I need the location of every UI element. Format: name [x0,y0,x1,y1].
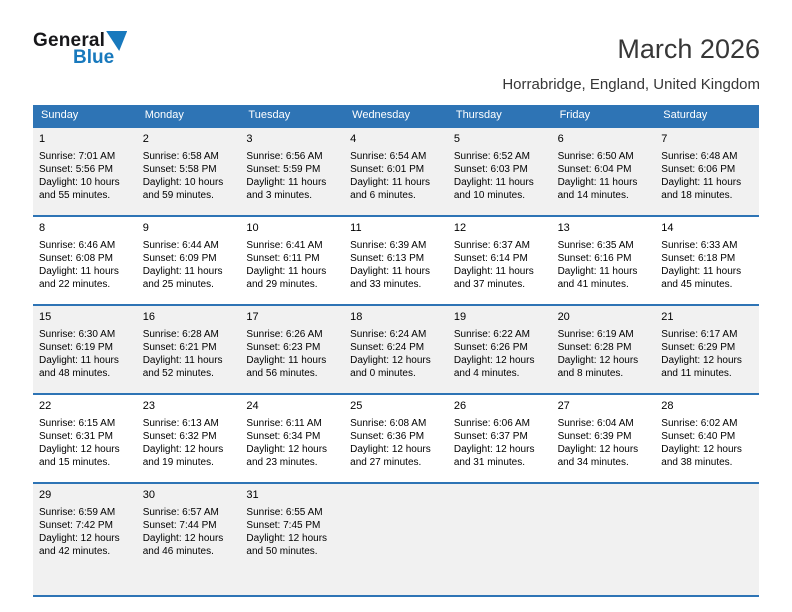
sunset-text: Sunset: 6:29 PM [661,342,736,353]
sunrise-text: Sunrise: 6:57 AM [142,507,219,518]
daylight-text-line2: and 27 minutes. [350,457,422,468]
daylight-text-line1: Daylight: 11 hours [142,355,223,366]
day-cell-11 [344,217,448,304]
day-number: 25 [350,400,363,412]
day-cell-12 [448,217,552,304]
daylight-text-line2: and 19 minutes. [142,457,214,468]
sunrise-text: Sunrise: 6:39 AM [350,240,427,251]
daylight-text-line1: Daylight: 12 hours [557,355,639,366]
sunrise-text: Sunrise: 6:58 AM [142,151,219,162]
day-cell-17 [240,306,344,393]
sunrise-text: Sunrise: 6:41 AM [246,240,323,251]
day-cell-28 [655,395,759,482]
day-number: 10 [246,222,259,234]
daylight-text-line2: and 3 minutes. [246,190,313,201]
sunrise-text: Sunrise: 6:17 AM [661,329,738,340]
sunrise-text: Sunrise: 6:28 AM [142,329,219,340]
sunrise-text: Sunrise: 6:06 AM [453,418,530,429]
logo-text-general: General [33,30,106,51]
day-cell-16 [137,306,241,393]
sunset-text: Sunset: 6:09 PM [142,253,217,264]
day-cell-19 [448,306,552,393]
sunset-text: Sunset: 5:58 PM [142,164,217,175]
daylight-text-line1: Daylight: 11 hours [39,266,119,277]
day-cell-20 [552,306,656,393]
day-number: 5 [453,133,460,145]
daylight-text-line1: Daylight: 11 hours [39,355,119,366]
daylight-text-line2: and 11 minutes. [661,368,732,379]
daylight-text-line2: and 33 minutes. [350,279,422,290]
logo-text-blue: Blue [73,47,115,68]
sunset-text: Sunset: 6:26 PM [453,342,528,353]
sunset-text: Sunset: 6:18 PM [661,253,736,264]
sunrise-text: Sunrise: 6:30 AM [39,329,116,340]
sunset-text: Sunset: 6:24 PM [350,342,425,353]
day-number: 30 [142,489,155,501]
week-row-4 [33,393,759,482]
day-cell-7 [655,128,759,215]
day-cell-empty [448,484,552,595]
sunrise-text: Sunrise: 6:46 AM [39,240,116,251]
sunrise-text: Sunrise: 6:33 AM [661,240,738,251]
daylight-text-line1: Daylight: 12 hours [142,444,224,455]
daylight-text-line1: Daylight: 12 hours [39,533,120,544]
day-number: 14 [661,222,674,234]
daylight-text-line2: and 46 minutes. [142,546,214,557]
day-cell-8 [33,217,137,304]
day-number: 7 [661,133,668,145]
day-cell-24 [240,395,344,482]
sunrise-text: Sunrise: 6:35 AM [557,240,634,251]
day-cell-29 [33,484,137,595]
daylight-text-line1: Daylight: 11 hours [453,177,534,188]
sunrise-text: Sunrise: 6:37 AM [453,240,530,251]
daylight-text-line2: and 25 minutes. [142,279,214,290]
week-row-2 [33,215,759,304]
weekday-header-friday: Friday [559,109,591,121]
sunset-text: Sunset: 6:40 PM [661,431,736,442]
sunset-text: Sunset: 6:31 PM [39,431,113,442]
daylight-text-line1: Daylight: 11 hours [142,266,223,277]
day-number: 20 [557,311,570,323]
daylight-text-line1: Daylight: 10 hours [39,177,120,188]
daylight-text-line1: Daylight: 12 hours [246,444,328,455]
day-cell-2 [137,128,241,215]
daylight-text-line1: Daylight: 11 hours [246,355,327,366]
day-number: 13 [557,222,570,234]
day-cell-31 [240,484,344,595]
weeks-container [33,126,759,597]
daylight-text-line2: and 22 minutes. [39,279,111,290]
sunrise-text: Sunrise: 7:01 AM [39,151,116,162]
daylight-text-line1: Daylight: 11 hours [350,177,430,188]
sunset-text: Sunset: 6:13 PM [350,253,425,264]
daylight-text-line1: Daylight: 12 hours [557,444,639,455]
sunset-text: Sunset: 6:03 PM [453,164,528,175]
sunset-text: Sunset: 6:37 PM [453,431,528,442]
sunset-text: Sunset: 6:19 PM [39,342,113,353]
sunset-text: Sunset: 6:16 PM [557,253,632,264]
sunset-text: Sunset: 5:56 PM [39,164,113,175]
daylight-text-line2: and 31 minutes. [453,457,526,468]
daylight-text-line2: and 29 minutes. [246,279,318,290]
daylight-text-line2: and 41 minutes. [557,279,629,290]
daylight-text-line2: and 59 minutes. [142,190,214,201]
sunrise-text: Sunrise: 6:44 AM [142,240,219,251]
day-number: 15 [39,311,52,323]
daylight-text-line1: Daylight: 12 hours [246,533,328,544]
sunrise-text: Sunrise: 6:50 AM [557,151,634,162]
day-number: 18 [350,311,363,323]
sunrise-text: Sunrise: 6:52 AM [453,151,530,162]
daylight-text-line2: and 42 minutes. [39,546,111,557]
daylight-text-line2: and 4 minutes. [453,368,520,379]
day-cell-21 [655,306,759,393]
week-row-1 [33,126,759,215]
daylight-text-line1: Daylight: 10 hours [142,177,224,188]
day-number: 23 [142,400,155,412]
daylight-text-line1: Daylight: 11 hours [453,266,534,277]
sunrise-text: Sunrise: 6:13 AM [142,418,219,429]
month-title: March 2026 [617,34,760,64]
day-cell-3 [240,128,344,215]
sunrise-text: Sunrise: 6:56 AM [246,151,323,162]
weekday-header-thursday: Thursday [455,109,502,121]
calendar-table [33,105,759,597]
day-cell-1 [33,128,137,215]
sunrise-text: Sunrise: 6:04 AM [557,418,634,429]
day-cell-27 [552,395,656,482]
day-number: 24 [246,400,259,412]
sunset-text: Sunset: 7:44 PM [142,520,217,531]
sunrise-text: Sunrise: 6:11 AM [246,418,322,429]
sunset-text: Sunset: 6:11 PM [246,253,320,264]
daylight-text-line1: Daylight: 11 hours [350,266,430,277]
sunset-text: Sunset: 5:59 PM [246,164,321,175]
day-cell-15 [33,306,137,393]
sunset-text: Sunset: 6:28 PM [557,342,632,353]
daylight-text-line1: Daylight: 12 hours [350,355,431,366]
sunset-text: Sunset: 7:45 PM [246,520,321,531]
sunset-text: Sunset: 6:21 PM [142,342,217,353]
daylight-text-line2: and 23 minutes. [246,457,318,468]
week-row-3 [33,304,759,393]
day-cell-empty [552,484,656,595]
sunrise-text: Sunrise: 6:59 AM [39,507,116,518]
daylight-text-line2: and 15 minutes. [39,457,111,468]
sunset-text: Sunset: 6:39 PM [557,431,632,442]
daylight-text-line1: Daylight: 11 hours [557,177,638,188]
daylight-text-line2: and 38 minutes. [661,457,733,468]
sunrise-text: Sunrise: 6:15 AM [39,418,116,429]
daylight-text-line2: and 8 minutes. [557,368,624,379]
weekday-header-tuesday: Tuesday [248,109,291,121]
daylight-text-line2: and 45 minutes. [661,279,733,290]
day-number: 31 [246,489,259,501]
daylight-text-line2: and 56 minutes. [246,368,318,379]
day-number: 26 [453,400,467,412]
daylight-text-line1: Daylight: 12 hours [661,444,742,455]
day-cell-14 [655,217,759,304]
sunset-text: Sunset: 6:23 PM [246,342,321,353]
day-number: 4 [350,133,357,145]
location-subtitle: Horrabridge, England, United Kingdom [502,76,760,93]
sunrise-text: Sunrise: 6:08 AM [350,418,427,429]
day-cell-18 [344,306,448,393]
day-cell-25 [344,395,448,482]
day-cell-empty [655,484,759,595]
sunset-text: Sunset: 6:32 PM [142,431,217,442]
day-cell-30 [137,484,241,595]
sunrise-text: Sunrise: 6:22 AM [453,329,530,340]
daylight-text-line1: Daylight: 12 hours [350,444,431,455]
daylight-text-line2: and 6 minutes. [350,190,416,201]
day-number: 28 [661,400,674,412]
daylight-text-line1: Daylight: 12 hours [453,355,535,366]
day-number: 29 [39,489,52,501]
general-blue-logo [33,30,127,69]
day-number: 16 [142,311,155,323]
weekday-header-sunday: Sunday [41,109,79,121]
daylight-text-line1: Daylight: 12 hours [142,533,224,544]
day-cell-empty [344,484,448,595]
daylight-text-line2: and 37 minutes. [453,279,526,290]
weekday-header-row [33,105,759,126]
sunset-text: Sunset: 6:36 PM [350,431,425,442]
day-number: 12 [453,222,467,234]
daylight-text-line1: Daylight: 12 hours [39,444,120,455]
day-number: 6 [557,133,564,145]
day-number: 19 [453,311,467,323]
week-row-5 [33,482,759,597]
day-cell-4 [344,128,448,215]
daylight-text-line2: and 55 minutes. [39,190,111,201]
daylight-text-line2: and 52 minutes. [142,368,214,379]
sunset-text: Sunset: 6:08 PM [39,253,113,264]
sunrise-text: Sunrise: 6:48 AM [661,151,738,162]
daylight-text-line2: and 0 minutes. [350,368,416,379]
sunrise-text: Sunrise: 6:55 AM [246,507,323,518]
daylight-text-line2: and 14 minutes. [557,190,629,201]
sunrise-text: Sunrise: 6:24 AM [350,329,427,340]
day-number: 11 [350,222,362,234]
day-cell-6 [552,128,656,215]
day-number: 22 [39,400,52,412]
day-number: 17 [246,311,259,323]
sunset-text: Sunset: 7:42 PM [39,520,113,531]
weekday-header-saturday: Saturday [663,109,708,121]
daylight-text-line2: and 50 minutes. [246,546,318,557]
day-number: 27 [557,400,570,412]
weekday-header-monday: Monday [144,109,184,121]
daylight-text-line1: Daylight: 12 hours [453,444,535,455]
daylight-text-line2: and 18 minutes. [661,190,733,201]
day-cell-26 [448,395,552,482]
day-number: 1 [39,133,46,145]
daylight-text-line1: Daylight: 11 hours [246,266,327,277]
sunrise-text: Sunrise: 6:26 AM [246,329,323,340]
sunset-text: Sunset: 6:04 PM [557,164,632,175]
day-cell-22 [33,395,137,482]
sunset-text: Sunset: 6:01 PM [350,164,425,175]
daylight-text-line1: Daylight: 11 hours [661,177,742,188]
sunrise-text: Sunrise: 6:19 AM [557,329,634,340]
day-number: 9 [142,222,149,234]
day-number: 8 [39,222,46,234]
sunset-text: Sunset: 6:14 PM [453,253,528,264]
day-cell-10 [240,217,344,304]
daylight-text-line2: and 34 minutes. [557,457,629,468]
day-number: 3 [246,133,253,145]
sunrise-text: Sunrise: 6:02 AM [661,418,738,429]
day-number: 2 [142,133,149,145]
sunset-text: Sunset: 6:06 PM [661,164,736,175]
daylight-text-line2: and 48 minutes. [39,368,111,379]
weekday-header-wednesday: Wednesday [352,109,411,121]
daylight-text-line1: Daylight: 11 hours [246,177,327,188]
day-cell-9 [137,217,241,304]
sunrise-text: Sunrise: 6:54 AM [350,151,427,162]
daylight-text-line2: and 10 minutes. [453,190,526,201]
day-cell-23 [137,395,241,482]
sunset-text: Sunset: 6:34 PM [246,431,321,442]
daylight-text-line1: Daylight: 12 hours [661,355,742,366]
daylight-text-line1: Daylight: 11 hours [661,266,742,277]
day-cell-5 [448,128,552,215]
day-cell-13 [552,217,656,304]
day-number: 21 [661,311,674,323]
daylight-text-line1: Daylight: 11 hours [557,266,638,277]
